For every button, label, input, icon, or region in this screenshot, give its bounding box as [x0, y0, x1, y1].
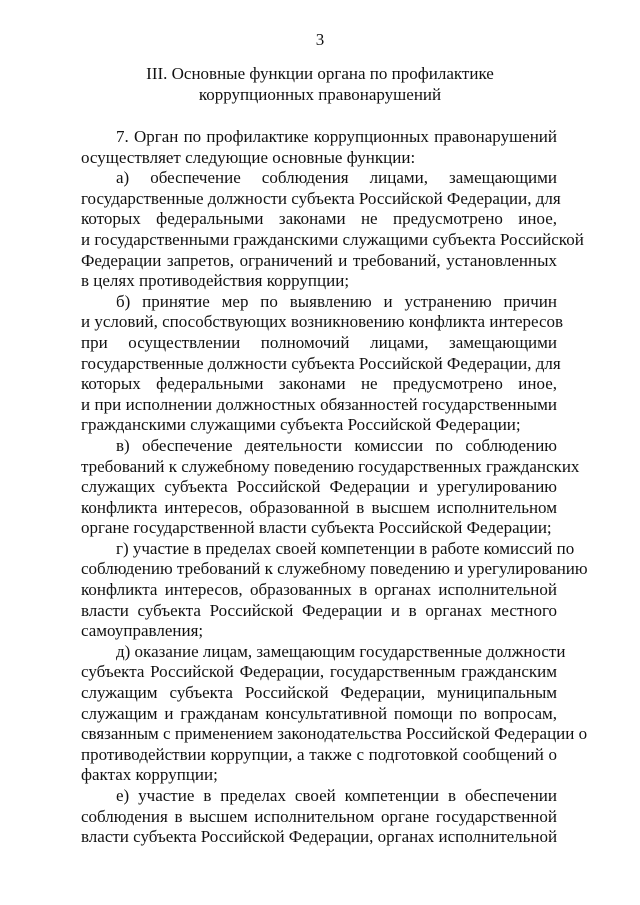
- paragraph-line: фактах коррупции;: [81, 765, 218, 785]
- paragraph-line: соблюдения в высшем исполнительном органе государственной: [81, 806, 557, 826]
- paragraph-line: Федерации запретов, ограничений и требований, установленных: [81, 250, 557, 270]
- paragraph-line: осуществляет следующие основные функции:: [81, 147, 416, 167]
- paragraph: [81, 168, 584, 292]
- paragraph-line: самоуправления;: [81, 621, 204, 641]
- paragraph-line: б) принятие мер по выявлению и устранению причин: [116, 291, 557, 311]
- paragraph-line: и при исполнении должностных обязанностей государственными: [81, 394, 557, 414]
- paragraph-line: связанным с применением законодательства Российской Федерации о: [81, 724, 588, 744]
- paragraph-line: конфликта интересов, образованной в высшем исполнительном: [81, 497, 557, 517]
- paragraph-line: служащим и гражданам консультативной помощи по вопросам,: [81, 703, 557, 723]
- paragraph-line: служащим субъекта Российской Федерации, муниципальным: [81, 683, 557, 703]
- paragraph-line: государственные должности субъекта Российской Федерации, для: [81, 188, 561, 208]
- paragraph-line: соблюдению требований к служебному поведению и урегулированию: [81, 559, 588, 579]
- paragraph: [81, 127, 557, 168]
- paragraph-line: а) обеспечение соблюдения лицами, замещающими: [116, 168, 557, 188]
- section-heading-line: коррупционных правонарушений: [198, 85, 442, 104]
- paragraph-line: требований к служебному поведению государственных гражданских: [81, 456, 580, 476]
- page-number: 3: [315, 30, 325, 49]
- paragraph-line: е) участие в пределах своей компетенции в обеспечении: [116, 786, 557, 805]
- paragraph: [81, 538, 588, 642]
- section-heading: [0, 63, 640, 105]
- paragraph-line: власти субъекта Российской Федерации и в органах местного: [81, 600, 557, 620]
- paragraph-line: которых федеральными законами не предусмотрено иное,: [81, 374, 557, 394]
- paragraph-line: конфликта интересов, образованных в органах исполнительной: [81, 580, 557, 600]
- paragraph-line: государственные должности субъекта Российской Федерации, для: [81, 353, 561, 373]
- paragraph-line: служащих субъекта Российской Федерации и урегулированию: [81, 477, 557, 497]
- paragraph: [81, 435, 580, 539]
- paragraph-line: д) оказание лицам, замещающим государственные должности: [116, 641, 566, 661]
- paragraph: [81, 291, 564, 436]
- paragraph-line: гражданскими служащими субъекта Российской Федерации;: [81, 415, 521, 435]
- paragraph-line: органе государственной власти субъекта Российской Федерации;: [81, 518, 552, 538]
- document-body: [81, 127, 588, 848]
- paragraph-line: которых федеральными законами не предусмотрено иное,: [81, 209, 557, 229]
- paragraph-line: противодействии коррупции, а также с подготовкой сообщений о: [81, 744, 557, 764]
- paragraph-line: г) участие в пределах своей компетенции в работе комиссий по: [116, 538, 575, 558]
- paragraph-line: в целях противодействия коррупции;: [81, 271, 350, 291]
- section-heading-line: III. Основные функции органа по профилактике: [146, 64, 494, 83]
- paragraph-line: и условий, способствующих возникновению конфликта интересов: [81, 312, 564, 332]
- paragraph-line: и государственными гражданскими служащими субъекта Российской: [81, 229, 584, 249]
- paragraph-line: 7. Орган по профилактике коррупционных правонарушений: [116, 127, 557, 146]
- paragraph: [81, 641, 588, 786]
- paragraph-line: при осуществлении полномочий лицами, замещающими: [81, 332, 557, 352]
- paragraph-line: субъекта Российской Федерации, государственным гражданским: [81, 662, 557, 682]
- paragraph-line: власти субъекта Российской Федерации, органах исполнительной: [81, 827, 558, 847]
- paragraph-line: в) обеспечение деятельности комиссии по соблюдению: [116, 435, 557, 455]
- paragraph: [81, 786, 557, 848]
